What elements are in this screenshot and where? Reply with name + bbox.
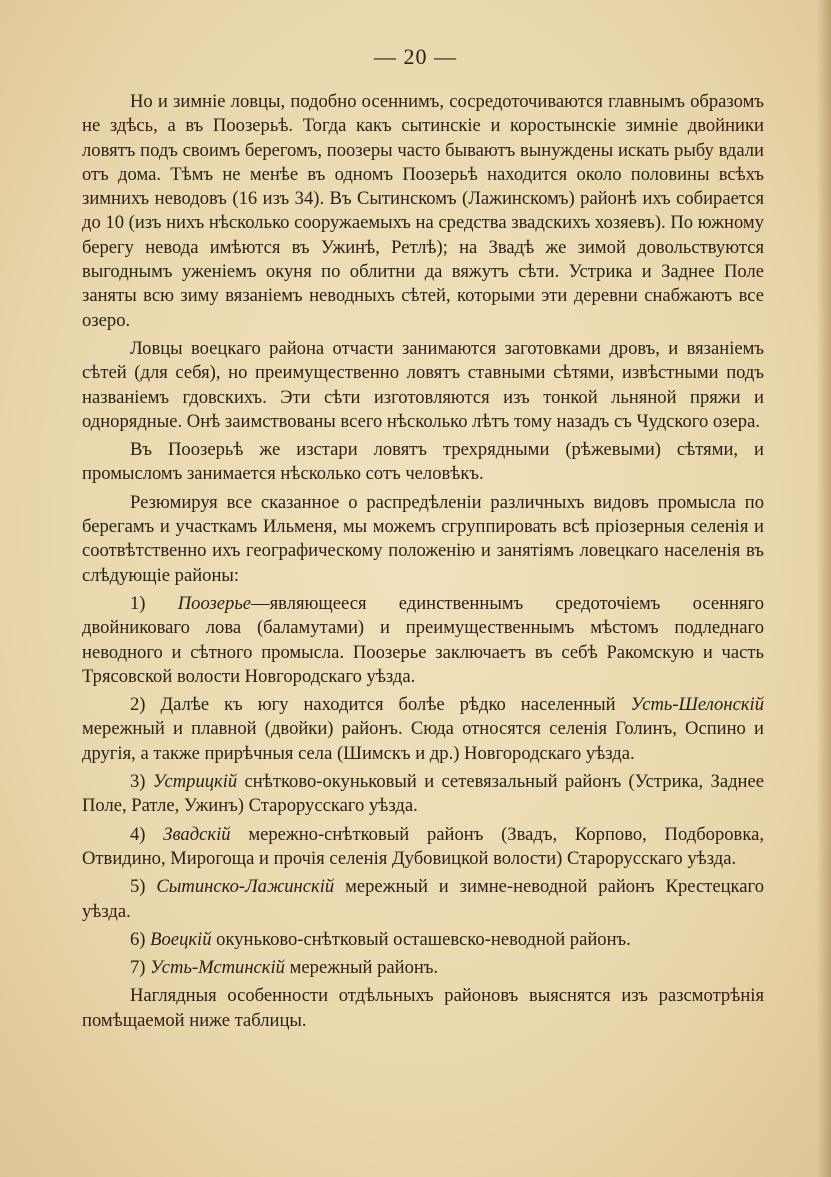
district-number: 5): [130, 876, 146, 898]
district-item-6: [82, 928, 764, 952]
district-number: 3): [130, 771, 146, 793]
paragraph-voetsky-fishers: Ловцы воецкаго района отчасти занимаются заготовками дровъ, и вязаніемъ сѣтей (для себя), но преимущественно ловятъ ставными сѣтями, извѣстными подъ названіемъ гдовскихъ. Эти сѣти изготовляются изъ тонкой льняной пряжи и однорядные. Онѣ заимствованы всего нѣсколько лѣтъ тому назадъ съ Чудского озера.: [82, 337, 764, 432]
district-title: Устрицкій: [152, 771, 238, 793]
body-text: [82, 90, 764, 1037]
paragraph-winter-fishers: Но и зимніе ловцы, подобно осеннимъ, сосредоточиваются главнымъ образомъ не здѣсь, а въ Поозерьѣ. Тогда какъ сытинскіе и коростынскіе зимніе двойники ловятъ подъ своимъ берегомъ, поозеры часто бываютъ вынуждены искать рыбу вдали отъ дома. Тѣмъ не менѣе въ одномъ Поозерьѣ находится около половины всѣхъ зимнихъ неводовъ (16 изъ 34). Въ Сытинскомъ (Лажинскомъ) районѣ ихъ собирается до 10 (изъ нихъ нѣсколько сооружаемыхъ на средства звадскихъ хозяевъ). По южному берегу невода имѣются въ Ужинѣ, Ретлѣ); на Звадѣ же зимой довольствуются выгоднымъ уженіемъ окуня по облитни да вяжутъ сѣти. Устрика и Заднее Поле заняты всю зиму вязаніемъ неводныхъ сѣтей, которыми эти деревни снабжаютъ все озеро.: [82, 91, 764, 331]
district-text: —являющееся единственнымъ средоточіемъ осенняго двойниковаго лова (баламутами) и преимущественнымъ мѣстомъ подледнаго неводного и сѣтного промысла. Поозерье заключаетъ въ себѣ Ракомскую и часть Трясовской волости Новгородскаго уѣзда.: [82, 592, 764, 687]
district-number: 7): [130, 957, 146, 979]
district-text: мережно-снѣтковый районъ (Звадъ, Корпово, Подборовка, Отвидино, Мирогоща и прочія селенія Дубовицкой волости) Старорусскаго уѣзда.: [82, 823, 764, 869]
district-title: Поозерье: [177, 592, 252, 614]
district-item-1: [82, 592, 764, 689]
district-title: Сытинско-Лажинскій: [156, 876, 335, 898]
district-text: окуньково-снѣтковый осташевско-неводной районъ.: [211, 928, 631, 950]
district-text: мережный и плавной (двойки) районъ. Сюда относятся селенія Голинъ, Оспино и другія, а также приpѣчныя села (Шимскъ и др.) Новгородскаго уѣзда.: [82, 718, 764, 764]
district-text: мережный и зимне-неводной районъ Крестецкаго уѣзда.: [82, 876, 764, 922]
district-prefix: Далѣе къ югу находится болѣе рѣдко населенный: [160, 694, 631, 716]
district-item-2: [82, 693, 764, 766]
paragraph-summary: Резюмируя все сказанное о распредѣленіи различныхъ видовъ промысла по берегамъ и участкамъ Ильменя, мы можемъ сгруппировать всѣ пріозерныя селенія и соотвѣтственно ихъ географическому положенію и занятіямъ ловецкаго населенія въ слѣдующіе районы:: [82, 491, 764, 586]
district-item-7: [82, 956, 764, 980]
page-edge-shadow: [817, 0, 831, 1177]
district-item-3: [82, 770, 764, 819]
district-number: 4): [130, 823, 146, 845]
page-number: — 20 —: [374, 44, 457, 69]
district-title: Звадскій: [163, 823, 231, 845]
district-text: мережный районъ.: [284, 957, 439, 979]
paragraph-poozerye-nets: Въ Поозерьѣ же изстари ловятъ трехрядными (рѣжевыми) сѣтями, и промысломъ занимается нѣсколько сотъ человѣкъ.: [82, 439, 764, 485]
district-number: 1): [130, 592, 146, 614]
district-text: снѣтково-окуньковый и сетевязальный районъ (Устрика, Заднее Поле, Ратле, Ужинъ) Старорусскаго уѣзда.: [82, 771, 764, 817]
paragraph-closing: Наглядныя особенности отдѣльныхъ районовъ выяснятся изъ разсмотрѣнія помѣщаемой ниже таблицы.: [82, 985, 764, 1031]
district-title: Усть-Шелонскій: [630, 694, 764, 716]
district-number: 2): [130, 694, 146, 716]
district-title: Воецкій: [150, 928, 212, 950]
district-title: Усть-Мстинскій: [150, 957, 285, 979]
district-number: 6): [130, 928, 146, 950]
district-item-4: [82, 823, 764, 872]
district-item-5: [82, 875, 764, 924]
